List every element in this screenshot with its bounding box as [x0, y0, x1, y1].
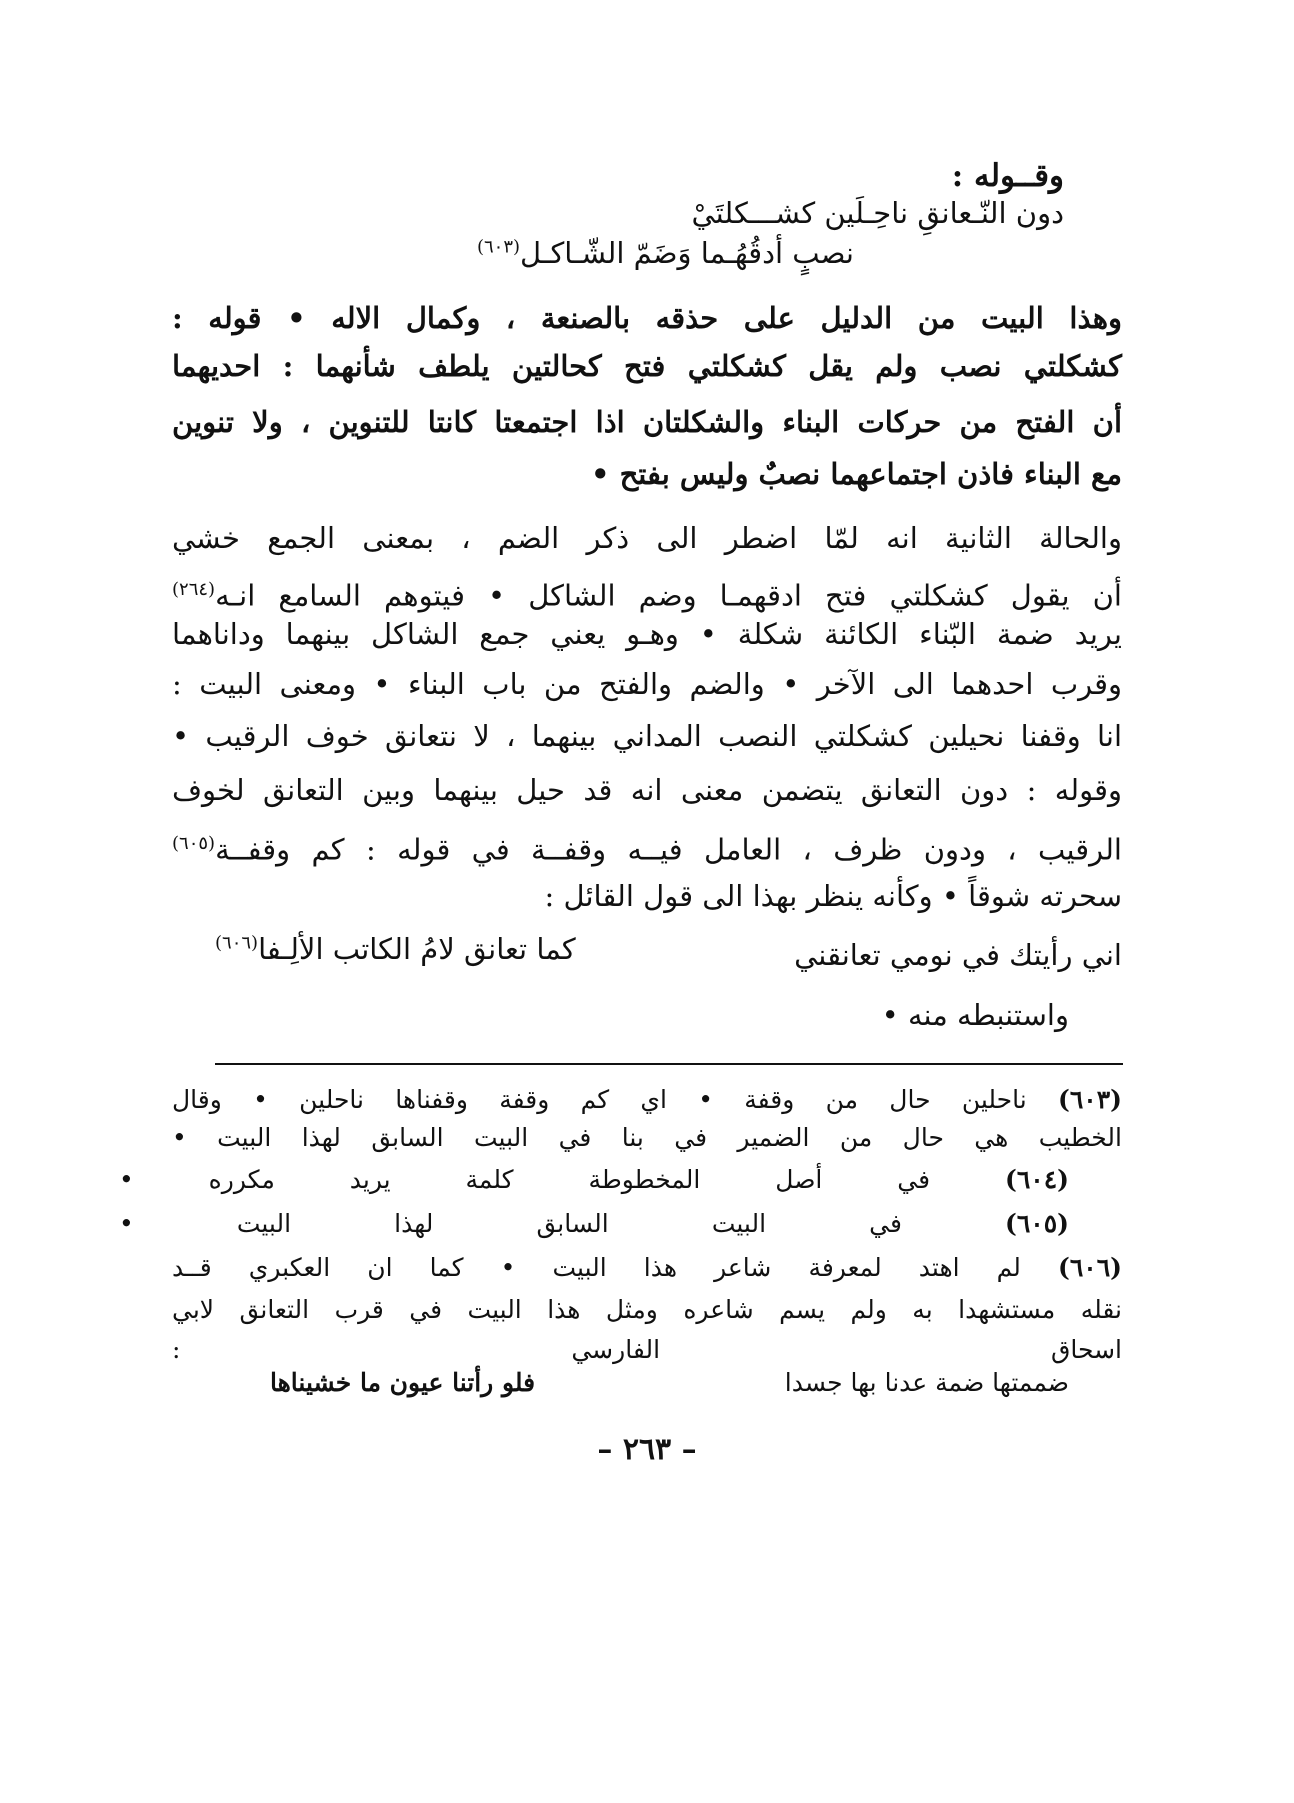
- page-number: – ٢٦٣ –: [597, 1432, 697, 1467]
- para2-line: والحالة الثانية انه لمّا اضطر الى ذكر الضم ، بمعنى الجمع خشي: [172, 521, 1122, 555]
- para2-line: [172, 570, 1122, 616]
- verse2-right-hemistich: اني رأيتك في نومي تعانقني: [794, 938, 1122, 972]
- verse1-line1: دون النّـعانقِ ناحِـلَين كشـــكلتَيْ: [691, 196, 1064, 230]
- footnote-ref-605: (٦٠٥): [172, 833, 216, 854]
- verse2-left-text: كما تعانق لامُ الكاتب الألِـفا: [258, 932, 576, 966]
- para2-line: وقوله : دون التعانق يتضمن معنى انه قد حيل بينهما وبين التعانق لخوف: [172, 773, 1122, 807]
- para2-line-text: الرقيب ، ودون ظرف ، العامل فيــه وقفــة في قوله : كم وقفــة: [215, 832, 1122, 867]
- para1-line: مع البناء فاذن اجتماعهما نصبٌ وليس بفتح •: [590, 457, 1122, 491]
- footnote-number: (٦٠٤): [1005, 1165, 1070, 1194]
- para1-line: كشكلتي نصب ولم يقل كشكلتي فتح كحالتين يلطف شأنهما : احديهما: [172, 349, 1122, 383]
- verse1-line2-text: نصبٍ أدقُهُـما وَضَمّ الشّـاكـل: [520, 236, 854, 270]
- footnote-ref-603: (٦٠٣): [476, 236, 521, 258]
- footnote-divider: [215, 1063, 1123, 1065]
- footnote-text: لم اهتد لمعرفة شاعر هذا البيت • كما ان العكبري قــد: [172, 1253, 1021, 1282]
- para2-line: سحرته شوقاً • وكأنه ينظر بهذا الى قول القائل :: [544, 879, 1122, 913]
- footnote-606: [172, 1248, 1122, 1288]
- para1-line: أن الفتح من حركات البناء والشكلتان اذا اجتمعتا كانتا للتنوين ، ولا تنوين: [172, 405, 1122, 439]
- footnote-605: [119, 1204, 1069, 1244]
- footnote-text: ناحلين حال من وقفة • اي كم وقفة وقفناها ناحلين • وقال: [172, 1085, 1027, 1114]
- footnote-606-cont: نقله مستشهدا به ولم يسم شاعره ومثل هذا البيت في قرب التعانق لابي: [172, 1295, 1122, 1324]
- footnote-604: [119, 1160, 1069, 1200]
- footnote-number: (٦٠٦): [1058, 1253, 1123, 1282]
- footnote-number: (٦٠٥): [1005, 1209, 1070, 1238]
- footnote-text: في أصل المخطوطة كلمة يريد مكرره •: [119, 1165, 931, 1194]
- footnote-603: [172, 1080, 1122, 1120]
- para2-line: انا وقفنا نحيلين كشكلتي النصب المداني بينهما ، لا نتعانق خوف الرقيب •: [172, 719, 1122, 753]
- footnote-606-cont: اسحاق الفارسي :: [172, 1335, 1122, 1364]
- section-heading: وقــوله :: [951, 158, 1064, 194]
- footnote-ref-264: (٢٦٤): [172, 579, 216, 600]
- para2-line-text: أن يقول كشكلتي فتح ادقهمـا وضم الشاكل • فيتوهم السامع انـه: [215, 578, 1122, 613]
- para2-line: يريد ضمة البّناء الكائنة شكلة • وهـو يعني جمع الشاكل بينهما وداناهما: [172, 617, 1122, 651]
- verse2-left-hemistich: [215, 932, 576, 966]
- closing-line: واستنبطه منه •: [881, 998, 1069, 1032]
- footnote-603-cont: الخطيب هي حال من الضمير في بنا في البيت السابق لهذا البيت •: [172, 1123, 1122, 1152]
- verse1-line2: [477, 236, 854, 270]
- footnote-text: في البيت السابق لهذا البيت •: [119, 1209, 902, 1238]
- para2-line: [172, 824, 1122, 870]
- para1-line: وهذا البيت من الدليل على حذقه بالصنعة ، وكمال الاله • قوله :: [172, 301, 1122, 335]
- footnote-verse-left: فلو رأتنا عيون ما خشيناها: [270, 1368, 536, 1397]
- footnote-verse-right: ضممتها ضمة عدنا بها جسدا: [784, 1368, 1069, 1397]
- footnote-number: (٦٠٣): [1058, 1085, 1122, 1114]
- para2-line: وقرب احدهما الى الآخر • والضم والفتح من باب البناء • ومعنى البيت :: [172, 667, 1122, 701]
- footnote-ref-606: (٦٠٦): [215, 932, 259, 954]
